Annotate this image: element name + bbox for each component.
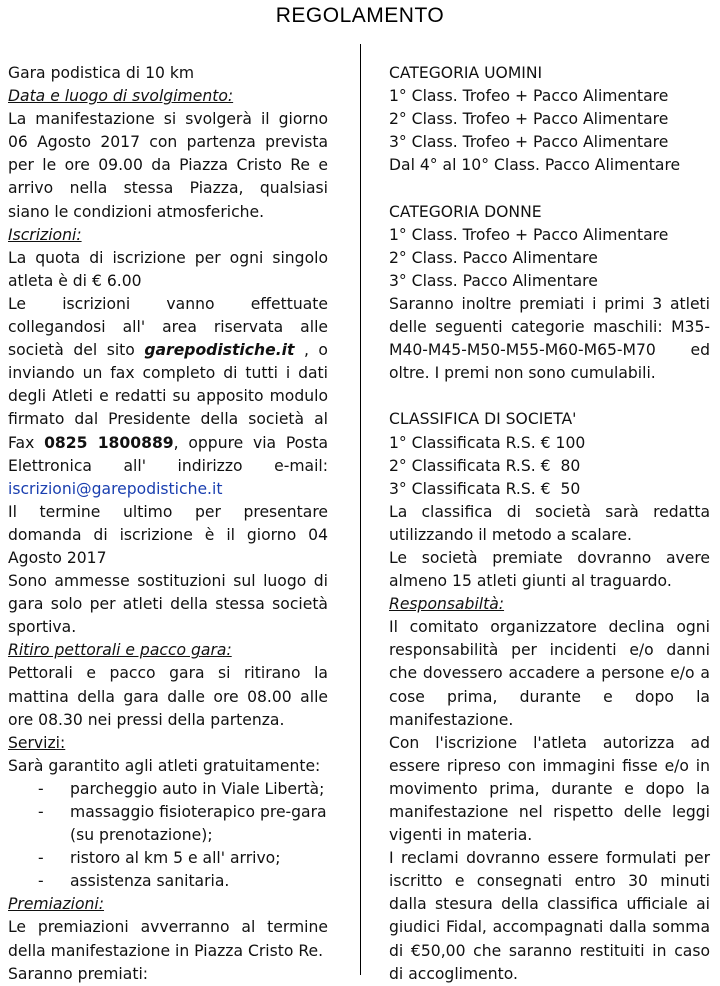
men-prize-1: 1° Class. Trofeo + Pacco Alimentare <box>389 87 669 106</box>
heading-awards: Premiazioni: <box>8 895 105 914</box>
email-link[interactable]: iscrizioni@garepodistiche.it <box>8 479 223 498</box>
list-item-text: ristoro al km 5 e all' arrivo; <box>70 849 281 868</box>
team-prize-3: 3° Classificata R.S. € 50 <box>389 479 581 498</box>
registration-text <box>8 293 328 501</box>
dash-mark: - <box>38 849 44 868</box>
services-intro: Sarà garantito agli atleti gratuitamente: <box>8 756 321 775</box>
women-prize-2: 2° Class. Pacco Alimentare <box>389 248 598 267</box>
fax-number: 0825 1800889 <box>44 433 174 452</box>
heading-women-category: CATEGORIA DONNE <box>389 202 542 221</box>
spacer <box>389 385 710 408</box>
page-title: REGOLAMENTO <box>275 4 445 27</box>
list-item-text: parcheggio auto in Viale Libertà; <box>70 779 325 798</box>
heading-registrations: Iscrizioni: <box>8 225 82 244</box>
site-name: garepodistiche.it <box>144 341 295 360</box>
dash-mark: - <box>38 872 44 891</box>
list-item <box>8 778 328 801</box>
deadline-text: Il termine ultimo per presentare domanda di iscrizione è il giorno 04 Agosto 2017 <box>8 502 328 567</box>
list-item <box>8 801 328 847</box>
image-consent-text: Con l'iscrizione l'atleta autorizza ad essere ripreso con immagini fisse e/o in movimento prima, durante e dopo la manifestazione nel rispetto delle leggi vigenti in materia. <box>389 733 710 845</box>
list-item <box>8 847 328 870</box>
heading-team-ranking: CLASSIFICA DI SOCIETA' <box>389 410 577 429</box>
age-category-note: Saranno inoltre premiati i primi 3 atleti delle seguenti categorie maschili: M35-M40-M45-M50-M55-M60-M65-M70 ed oltre. I premi non sono cumulabili. <box>389 294 710 383</box>
column-divider <box>360 44 361 975</box>
heading-date-place: Data e luogo di svolgimento: <box>8 87 234 106</box>
substitution-text: Sono ammesse sostituzioni sul luogo di gara solo per atleti della stessa società sportiva. <box>8 572 328 637</box>
team-prize-2: 2° Classificata R.S. € 80 <box>389 456 581 475</box>
list-item-text: massaggio fisioterapico pre-gara (su prenotazione); <box>70 803 327 845</box>
heading-bib-pickup: Ritiro pettorali e pacco gara: <box>8 641 232 660</box>
list-item-text: assistenza sanitaria. <box>70 872 230 891</box>
team-ranking-method: La classifica di società sarà redatta utilizzando il metodo a scalare. <box>389 502 710 544</box>
men-prize-4-10: Dal 4° al 10° Class. Pacco Alimentare <box>389 156 681 175</box>
date-place-text: La manifestazione si svolgerà il giorno 06 Agosto 2017 con partenza prevista per le ore 09.00 da Piazza Cristo Re e arrivo nella stessa Piazza, qualsiasi siano le condizioni atmosferiche. <box>8 110 328 221</box>
team-minimum-athletes: Le società premiate dovranno avere almeno 15 atleti giunti al traguardo. <box>389 548 710 591</box>
list-item <box>8 870 328 893</box>
left-column <box>8 62 328 986</box>
team-prize-1: 1° Classificata R.S. € 100 <box>389 433 586 452</box>
men-prize-2: 2° Class. Trofeo + Pacco Alimentare <box>389 110 669 129</box>
registration-text-c: , oppure via Posta Elettronica all' indirizzo e-mail: <box>8 433 329 475</box>
heading-men-category: CATEGORIA UOMINI <box>389 64 543 82</box>
awarded-intro: Saranno premiati: <box>8 964 149 983</box>
race-intro: Gara podistica di 10 km <box>8 64 195 82</box>
men-prize-3: 3° Class. Trofeo + Pacco Alimentare <box>389 133 669 152</box>
registration-text-a: Le iscrizioni vanno effettuate collegandosi all' area riservata alle società del sito <box>8 294 328 360</box>
women-prize-1: 1° Class. Trofeo + Pacco Alimentare <box>389 225 669 244</box>
heading-responsibility: Responsabiltà: <box>389 595 505 614</box>
dash-mark: - <box>38 779 44 798</box>
registration-text-b: , o inviando un fax completo di tutti i dati degli Atleti e redatti su apposito modulo firmato dal Presidente della società al Fax <box>8 341 328 452</box>
responsibility-text: Il comitato organizzatore declina ogni responsabilità per incidenti e/o danni che dovessero accadere a persone e/o a cose prima, durante e dopo la manifestazione. <box>389 618 710 729</box>
bib-pickup-text: Pettorali e pacco gara si ritirano la mattina della gara dalle ore 08.00 alle ore 08.30 nei pressi della partenza. <box>8 664 328 729</box>
right-column <box>389 62 710 986</box>
awards-text: Le premiazioni avverranno al termine della manifestazione in Piazza Cristo Re. <box>8 918 328 960</box>
dash-mark: - <box>38 803 44 821</box>
fee-text: La quota di iscrizione per ogni singolo atleta è di € 6.00 <box>8 248 328 290</box>
women-prize-3: 3° Class. Pacco Alimentare <box>389 271 598 290</box>
services-list <box>8 778 328 893</box>
complaints-text: I reclami dovranno essere formulati per iscritto e consegnati entro 30 minuti dalla stesura della classifica ufficiale ai giudici Fidal, accompagnati dalla somma di €50,00 che saranno restituiti in caso di accoglimento. <box>389 849 710 983</box>
heading-services: Servizi: <box>8 733 66 752</box>
spacer <box>389 177 710 200</box>
